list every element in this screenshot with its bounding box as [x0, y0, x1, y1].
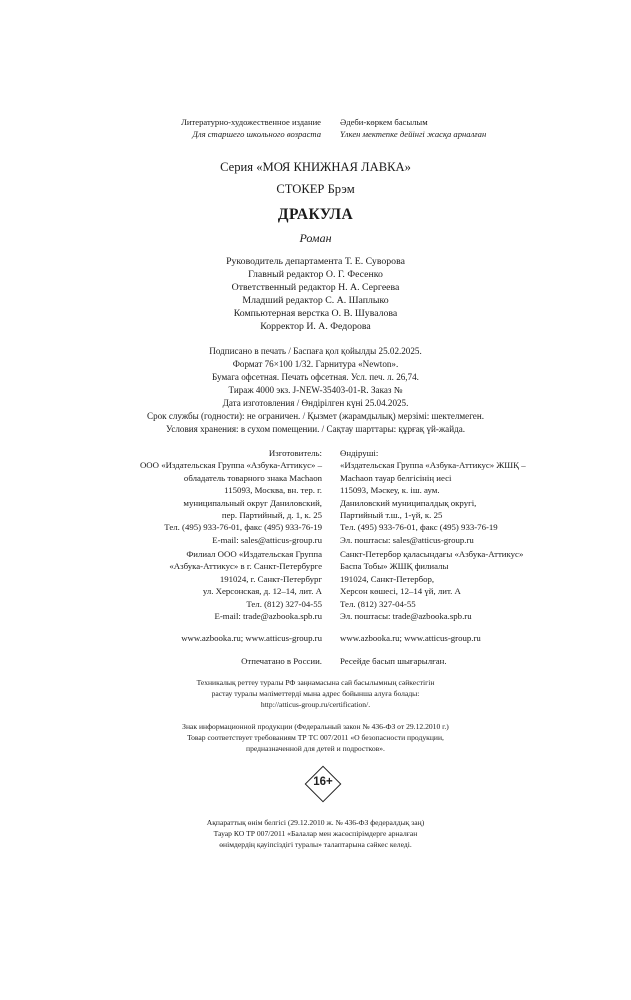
manufacturer-ru-line: ООО «Издательская Группа «Азбука-Аттикус» –: [139, 460, 322, 471]
printed-kz: Ресейде басып шығарылған.: [340, 656, 447, 666]
info-sign-ru-line: предназначенной для детей и подростков».: [246, 744, 385, 753]
edition-type-ru: Литературно-художественное издание: [181, 117, 321, 127]
printed-ru: Отпечатано в России.: [241, 656, 322, 666]
manufacturer-ru-line: 115093, Москва, вн. тер. г.: [224, 485, 322, 496]
edition-type-kz: Әдеби-көркем басылым: [340, 117, 428, 127]
manufacturer-ru-line: Тел. (495) 933-76-01, факс (495) 933-76-19: [164, 522, 322, 533]
info-sign-ru-line: Товар соответствует требованиям ТР ТС 007/2011 «О безопасности продукции,: [187, 733, 444, 742]
staff-line: Младший редактор С. А. Шаплыко: [242, 295, 389, 306]
manufacturer-kz-line: Даниловский муниципалдық округі,: [340, 497, 477, 508]
manufacturer-kz-line: Machaon тауар белгісінің иесі: [340, 472, 452, 483]
manufacturer-ru-line: пер. Партийный, д. 1, к. 25: [221, 510, 322, 521]
staff-line: Главный редактор О. Г. Фесенко: [248, 269, 383, 280]
branch-ru-line: «Азбука-Аттикус» в г. Санкт-Петербурге: [169, 561, 322, 572]
tech-line: Условия хранения: в сухом помещении. / Сақтау шарттары: құрғақ үй-жайда.: [165, 424, 466, 434]
manufacturer-kz-line: «Издательская Группа «Азбука-Аттикус» ЖШҚ –: [340, 460, 526, 471]
manufacturer-ru-line: Изготовитель:: [268, 448, 322, 458]
branch-kz-line: Санкт-Петербор қаласындағы «Азбука-Аттикус»: [340, 549, 524, 559]
info-sign-ru-line: Знак информационной продукции (Федеральный закон № 436-ФЗ от 29.12.2010 г.): [182, 722, 449, 731]
branch-kz-line: Херсон көшесі, 12–14 үй, лит. А: [340, 586, 461, 597]
branch-kz-line: Эл. поштасы: trade@azbooka.spb.ru: [340, 611, 472, 622]
staff-line: Руководитель департамента Т. Е. Суворова: [226, 256, 405, 267]
audience-kz: Үлкен мектепке дейінгі жасқа арналған: [340, 129, 487, 139]
info-sign-kz-line: Ақпараттық өнім белгісі (29.12.2010 ж. № 436-ФЗ федералдық заң): [206, 818, 425, 827]
staff-line: Корректор И. А. Федорова: [260, 321, 371, 332]
manufacturer-ru: [96, 447, 322, 546]
manufacturer-ru-line: муниципальный округ Даниловский,: [183, 497, 322, 508]
tech-line: Срок службы (годности): не ограничен. / Қызмет (жарамдылық) мерзімі: шектелмеген.: [147, 411, 484, 421]
manufacturer-kz: [340, 447, 555, 546]
audience-ru: Для старшего школьного возраста: [192, 129, 321, 139]
website-ru: www.azbooka.ru; www.atticus-group.ru: [181, 633, 322, 643]
age-rating-text: 16+: [313, 776, 333, 788]
branch-kz-line: Тел. (812) 327-04-55: [340, 598, 416, 609]
certification-line: Техникалық реттеу туралы РФ заңнамасына сай басылымның сәйкестігін: [196, 678, 435, 687]
manufacturer-kz-line: Тел. (495) 933-76-01, факс (495) 933-76-19: [340, 522, 498, 533]
manufacturer-kz-line: 115093, Мәскеу, к. іш. аум.: [340, 485, 440, 496]
manufacturer-ru-line: E-mail: sales@atticus-group.ru: [212, 534, 322, 545]
branch-ru-line: Филиал ООО «Издательская Группа: [186, 549, 322, 559]
info-sign-kz-line: Тауар КО ТР 007/2011 «Балалар мен жасөспірімдерге арналған: [213, 829, 418, 838]
branch-ru-line: Тел. (812) 327-04-55: [246, 598, 322, 609]
manufacturer-ru-line: обладатель товарного знака Machaon: [183, 472, 322, 483]
manufacturer-kz-line: Өндіруші:: [340, 448, 379, 458]
branch-ru-line: 191024, г. Санкт-Петербург: [219, 573, 322, 584]
info-sign-kz-line: өнімдердің қауіпсіздігі туралы» талаптарына сәйкес келеді.: [219, 840, 412, 849]
age-rating-badge: [303, 764, 343, 804]
branch-ru: [96, 548, 322, 622]
book-title: ДРАКУЛА: [277, 206, 354, 223]
genre: Роман: [299, 231, 332, 245]
website-kz: www.azbooka.ru; www.atticus-group.ru: [340, 633, 481, 643]
manufacturer-kz-line: Партийный т.ш., 1-үй, к. 25: [340, 510, 443, 521]
branch-kz-line: 191024, Санкт-Петербор,: [340, 573, 435, 584]
staff-line: Компьютерная верстка О. В. Шувалова: [233, 308, 398, 319]
certification-link: http://atticus-group.ru/certification/.: [260, 700, 371, 709]
manufacturer-kz-line: Эл. поштасы: sales@atticus-group.ru: [340, 534, 474, 545]
branch-ru-line: ул. Херсонская, д. 12–14, лит. А: [202, 586, 322, 597]
tech-line: Тираж 4000 экз. J-NEW-35403-01-R. Заказ №: [228, 385, 403, 395]
author: СТОКЕР Брэм: [276, 182, 355, 196]
branch-kz: [340, 548, 555, 622]
tech-line: Формат 76×100 1/32. Гарнитура «Newton».: [232, 359, 399, 369]
staff-line: Ответственный редактор Н. А. Сергеева: [231, 282, 400, 293]
branch-ru-line: E-mail: trade@azbooka.spb.ru: [214, 611, 322, 622]
series-line: Серия «МОЯ КНИЖНАЯ ЛАВКА»: [220, 160, 411, 174]
tech-line: Бумага офсетная. Печать офсетная. Усл. печ. л. 26,74.: [212, 372, 419, 382]
branch-kz-line: Баспа Тобы» ЖШҚ филиалы: [340, 561, 449, 572]
certification-line: растау туралы мәліметтерді мына адрес бойынша алуға болады:: [211, 689, 420, 698]
tech-line: Подписано в печать / Баспаға қол қойылды 25.02.2025.: [209, 346, 422, 356]
tech-line: Дата изготовления / Өндірілген күні 25.04.2025.: [222, 398, 409, 408]
